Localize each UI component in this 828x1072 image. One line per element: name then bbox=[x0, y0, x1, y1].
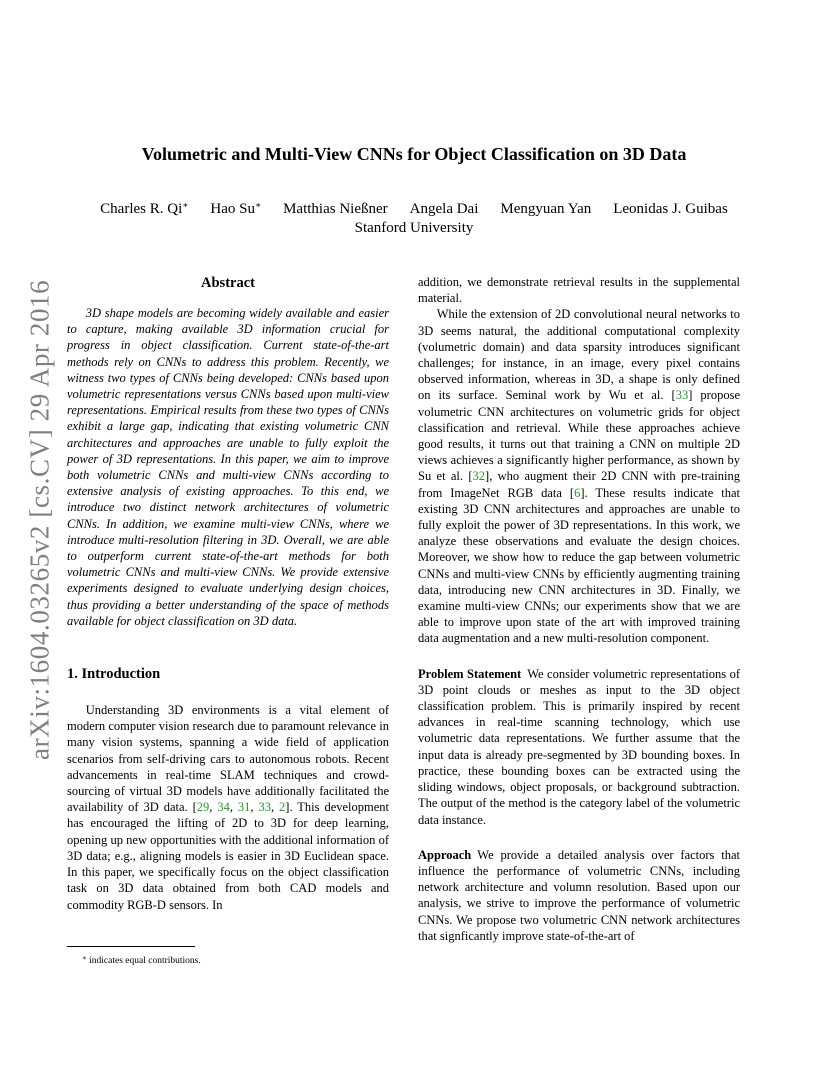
author: Hao Su∗ bbox=[210, 200, 262, 217]
footnote: ∗ indicates equal contributions. bbox=[82, 954, 201, 966]
citation-link[interactable]: 31 bbox=[237, 800, 251, 815]
footnote-rule bbox=[67, 946, 195, 947]
left-column bbox=[67, 274, 389, 913]
introduction-paragraph: While the extension of 2D convolutional neural networks to 3D seems natural, the additional computational complexity (volumetric domain) and data sparsity introduces significant challenges; for instance, in an image, every pixel contains observed information, whereas in 3D, a shape is only defined on its surface. Seminal work by Wu et al. [33] propose volumetric CNN architectures on volumetric grids for object classification and retrieval. While these approaches achieve good results, it turns out that training a CNN on multiple 2D views achieves a significantly higher performance, as shown by Su et al. [32], who augment their 2D CNN with pre-training from ImageNet RGB data [6]. These results indicate that existing 3D CNN architectures and approaches are unable to fully exploit the power of 3D representations. In this work, we analyze these observations and evaluate the design choices. Moreover, we show how to reduce the gap between volumetric CNNs and multi-view CNNs by efficiently augmenting training data, introducing new CNN architectures in 3D. Finally, we examine multi-view CNNs; our experiments show that we are able to improve upon state of the art with improved training data augmentation and a new multi-resolution component. bbox=[418, 307, 740, 646]
abstract-text: 3D shape models are becoming widely available and easier to capture, making available 3D information crucial for progress in object classification. Current state-of-the-art methods rely on CNNs to address this problem. Recently, we witness two types of CNNs being developed: CNNs based upon volumetric representations versus CNNs based upon multi-view representations. Empirical results from these two types of CNNs exhibit a large gap, indicating that existing volumetric CNN architectures and approaches are unable to fully exploit the power of 3D representations. In this paper, we aim to improve both volumetric CNNs and multi-view CNNs according to extensive analysis of existing approaches. To this end, we introduce two distinct network architectures of volumetric CNNs. In addition, we examine multi-view CNNs, where we introduce multi-resolution filtering in 3D. Overall, we are able to outperform current state-of-the-art methods for both volumetric CNNs and multi-view CNNs. We provide extensive experiments designed to evaluate underlying design choices, thus providing a better understanding of the space of methods available for object classification on 3D data. bbox=[67, 306, 389, 628]
arxiv-identifier: arXiv:1604.03265v2 [cs.CV] 29 Apr 2016 bbox=[24, 279, 55, 761]
problem-statement-heading: Problem Statement bbox=[418, 666, 522, 681]
citation-link[interactable]: 34 bbox=[217, 800, 230, 815]
citation-link[interactable]: 29 bbox=[196, 800, 210, 815]
author-list bbox=[55, 196, 773, 218]
paper-title: Volumetric and Multi-View CNNs for Object Classification on 3D Data bbox=[141, 144, 687, 164]
right-column bbox=[418, 274, 740, 944]
citation-link[interactable]: 6 bbox=[574, 485, 581, 500]
approach-paragraph: Approach We provide a detailed analysis over factors that influence the performance of volumetric CNNs, including network architecture and volumn resolution. Based upon our analysis, we strive to improve the performance of volumetric CNNs. We propose two volumetric CNN network architectures that signficantly improve state-of-the-art of bbox=[418, 847, 740, 943]
introduction-paragraph: Understanding 3D environments is a vital element of modern computer vision research due to paramount relevance in many vision systems, spanning a wide field of application scenarios from self-driving cars to autonomous robots. Recent advancements in real-time SLAM techniques and crowd-sourcing of virtual 3D models have additionally facilitated the availability of 3D data. [29, 34, 31, 33, 2]. This development has encouraged the lifting of 2D to 3D for deep learning, opening up new opportunities with the additional information of 3D data; e.g., aligning models is easier in 3D Euclidean space. In this paper, we specifically focus on the object classification task on 3D data obtained from both CAD models and commodity RGB-D sensors. In bbox=[67, 703, 390, 912]
citation-link[interactable]: 2 bbox=[279, 800, 286, 815]
problem-statement-paragraph: Problem Statement We consider volumetric representations of 3D point clouds or meshes as input to the 3D object classification problem. This is primarily inspired by recent advances in real-time scanning technology, which use volumetric data representations. We further assume that the input data is already pre-segmented by 3D bounding boxes. In practice, these bounding boxes can be extracted using the sliding windows, object proposals, or background subtraction. The output of the method is the category label of the volumetric data instance. bbox=[418, 666, 741, 827]
citation-link[interactable]: 33 bbox=[258, 800, 271, 815]
author: Angela Dai bbox=[409, 201, 479, 217]
introduction-paragraph-continued: addition, we demonstrate retrieval results in the supplemental material. bbox=[418, 275, 740, 306]
introduction-heading: 1. Introduction bbox=[67, 666, 161, 683]
author: Matthias Nießner bbox=[283, 201, 388, 217]
affiliation: Stanford University bbox=[354, 220, 474, 236]
author: Leonidas J. Guibas bbox=[613, 201, 728, 217]
approach-heading: Approach bbox=[418, 847, 472, 862]
abstract-heading: Abstract bbox=[201, 275, 255, 291]
author: Charles R. Qi∗ bbox=[100, 200, 189, 217]
citation-link[interactable]: 33 bbox=[675, 388, 689, 403]
author: Mengyuan Yan bbox=[500, 201, 592, 217]
citation-link[interactable]: 32 bbox=[472, 469, 486, 484]
